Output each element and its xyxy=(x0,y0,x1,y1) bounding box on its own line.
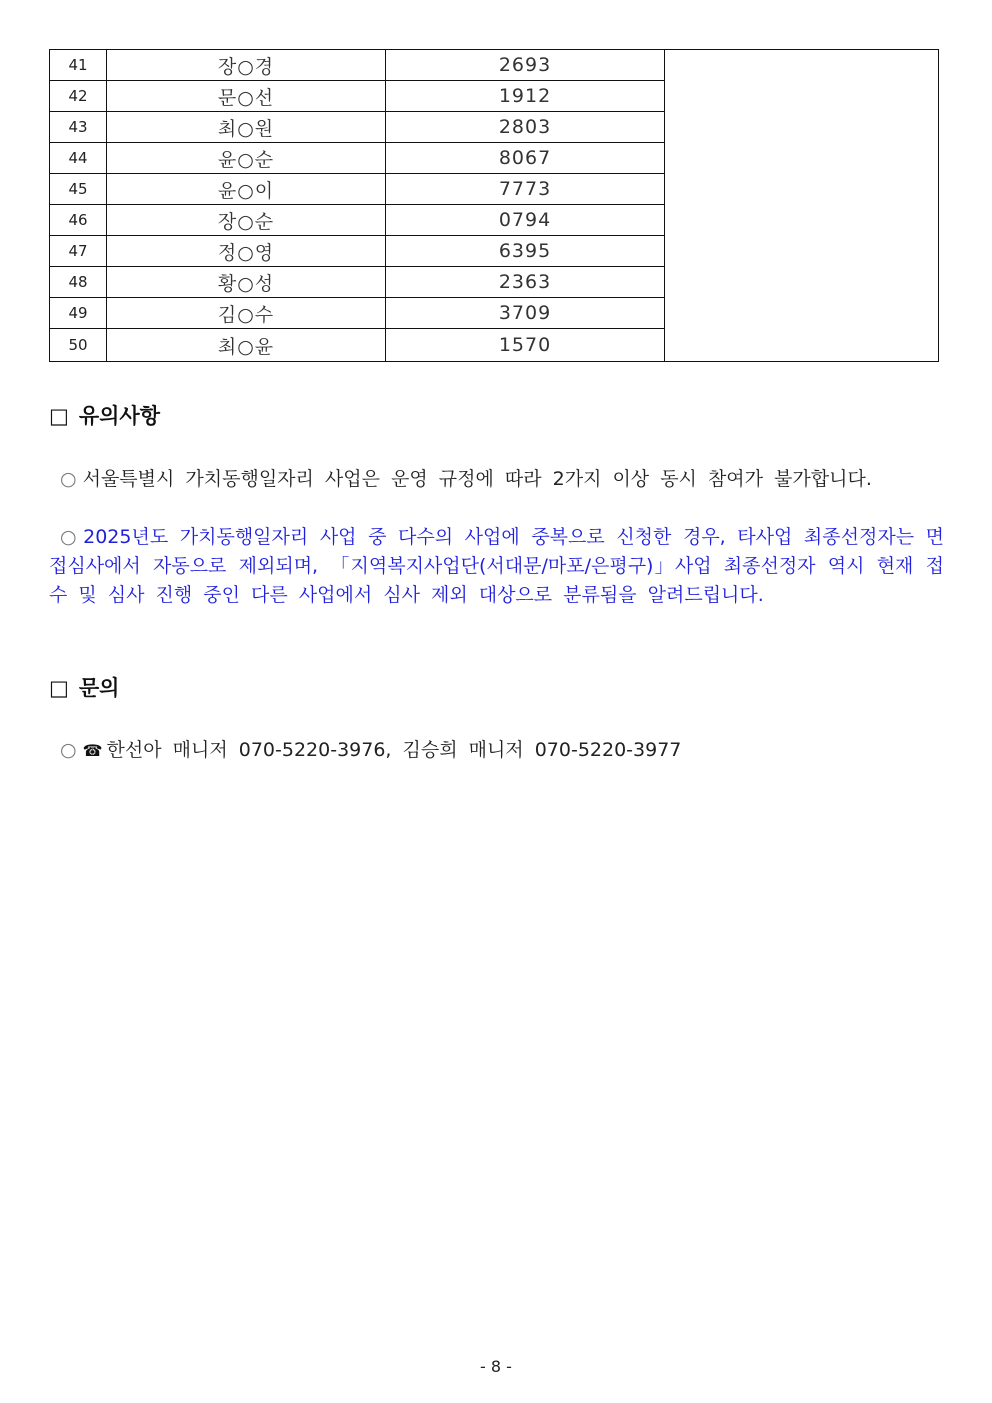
row-number: 44 xyxy=(50,143,107,174)
notice-item-1 xyxy=(49,465,944,494)
row-number: 48 xyxy=(50,267,107,298)
page-number: - 8 - xyxy=(480,1357,512,1376)
inquiry-contact-text: 한선아 매니저 070-5220-3976, 김승희 매니저 070-5220-3977 xyxy=(106,739,682,761)
row-number: 43 xyxy=(50,112,107,143)
notice-item-2-text: 2025년도 가치동행일자리 사업 중 다수의 사업에 중복으로 신청한 경우, 타사업 최종선정자는 면접심사에서 자동으로 제외되며, 「지역복지사업단(서대문/마포/은평구)」사업 최종선정자 역시 현재 접수 및 심사 진행 중인 다른 사업에서 심사 제외 대상으로 분류됨을 알려드립니다. xyxy=(49,526,944,606)
circle-bullet-icon: ○ xyxy=(60,526,78,548)
applicant-name: 황○성 xyxy=(107,267,386,298)
phone-icon: ☎ xyxy=(82,741,103,760)
table-row xyxy=(50,50,939,81)
applicant-name: 김○수 xyxy=(107,298,386,329)
inquiry-heading-text: 문의 xyxy=(78,676,120,700)
row-number: 47 xyxy=(50,236,107,267)
row-number: 50 xyxy=(50,329,107,362)
notice-item-2 xyxy=(49,523,944,610)
selection-result-table xyxy=(49,49,939,362)
row-number: 42 xyxy=(50,81,107,112)
applicant-code: 1912 xyxy=(386,81,665,112)
notice-heading xyxy=(49,400,160,430)
applicant-code: 1570 xyxy=(386,329,665,362)
applicant-name: 최○원 xyxy=(107,112,386,143)
applicant-code: 6395 xyxy=(386,236,665,267)
applicant-name: 문○선 xyxy=(107,81,386,112)
circle-bullet-icon: ○ xyxy=(60,468,77,490)
applicant-code: 2803 xyxy=(386,112,665,143)
row-number: 45 xyxy=(50,174,107,205)
row-number: 46 xyxy=(50,205,107,236)
checkbox-square-icon: □ xyxy=(49,404,69,428)
checkbox-square-icon: □ xyxy=(49,676,69,700)
inquiry-contact xyxy=(49,736,944,765)
applicant-name: 윤○이 xyxy=(107,174,386,205)
notice-heading-text: 유의사항 xyxy=(78,404,160,428)
applicant-name: 최○윤 xyxy=(107,329,386,362)
row-number: 41 xyxy=(50,50,107,81)
applicant-name: 정○영 xyxy=(107,236,386,267)
applicant-name: 장○순 xyxy=(107,205,386,236)
applicant-name: 장○경 xyxy=(107,50,386,81)
applicant-code: 2693 xyxy=(386,50,665,81)
row-number: 49 xyxy=(50,298,107,329)
circle-bullet-icon: ○ xyxy=(60,739,77,761)
inquiry-heading xyxy=(49,672,119,702)
applicant-code: 2363 xyxy=(386,267,665,298)
applicant-code: 7773 xyxy=(386,174,665,205)
applicant-name: 윤○순 xyxy=(107,143,386,174)
remarks-cell xyxy=(665,50,939,362)
applicant-code: 0794 xyxy=(386,205,665,236)
applicant-code: 8067 xyxy=(386,143,665,174)
notice-item-1-text: 서울특별시 가치동행일자리 사업은 운영 규정에 따라 2가지 이상 동시 참여가 불가합니다. xyxy=(82,468,872,490)
applicant-code: 3709 xyxy=(386,298,665,329)
